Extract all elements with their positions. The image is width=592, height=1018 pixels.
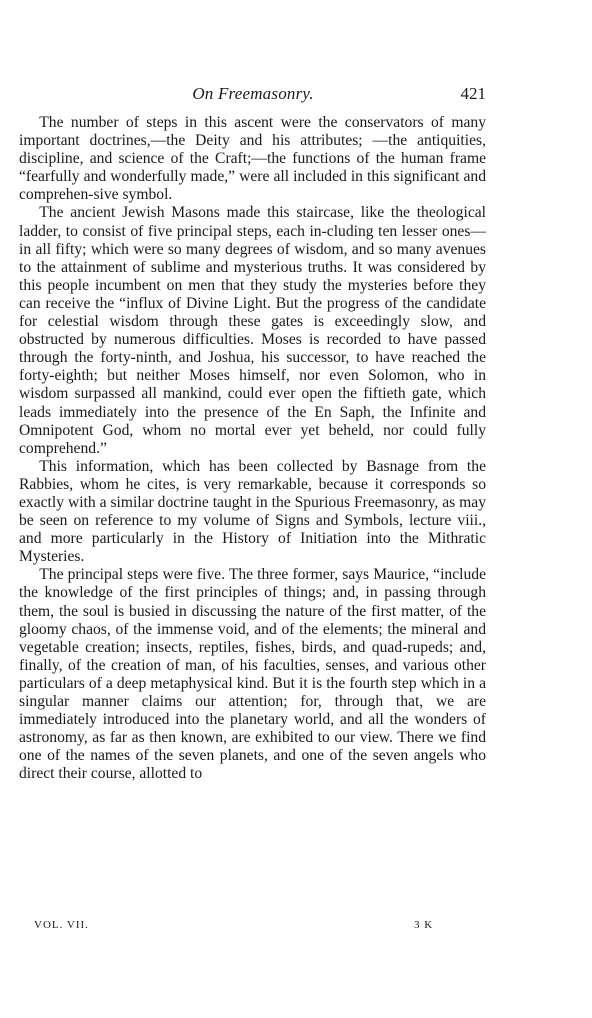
paragraph-jewish-masons-staircase: The ancient Jewish Masons made this staircase, like the theological ladder, to consist of five principal steps, each in-cluding ten lesser ones—in all fifty; which were so many degrees of wisdom, and so many avenues to the attainment of sublime and mysterious truths. It was considered by this people incumbent on men that they study the mysteries before they can receive the “influx of Divine Light. But the progress of the candidate for celestial wisdom through these gates is exceedingly slow, and obstructed by numerous difficulties. Moses is recorded to have passed through the forty-ninth, and Joshua, his successor, to have reached the forty-eighth; but neither Moses himself, nor even Solomon, who in wisdom surpassed all mankind, could ever open the fiftieth gate, which leads immediately into the presence of the En Saph, the Infinite and Omnipotent God, whom no mortal ever yet beheld, nor could fully comprehend.”: [19, 204, 486, 457]
paragraph-steps-conservators: The number of steps in this ascent were the conservators of many important doctrines,—the Deity and his attributes; —the antiquities, discipline, and science of the Craft;—the functions of the human frame “fearfully and wonderfully made,” were all included in this significant and comprehen-sive symbol.: [19, 114, 486, 204]
paragraph-basnage-information: This information, which has been collected by Basnage from the Rabbies, whom he cites, is very remarkable, because it corresponds so exactly with a similar doctrine taught in the Spurious Freemasonry, as may be seen on reference to my volume of Signs and Symbols, lecture viii., and more particularly in the History of Initiation into the Mithratic Mysteries.: [19, 457, 486, 566]
page-number: 421: [460, 84, 486, 103]
paragraph-principal-steps: The principal steps were five. The three former, says Maurice, “include the knowledge of the first principles of things; and, in passing through them, the soul is busied in discussing the nature of the first matter, of the gloomy chaos, of the immense void, and of the elements; the mineral and vegetable creation; insects, reptiles, fishes, birds, and quad-rupeds; and, finally, of the creation of man, of his faculties, senses, and various other particulars of a deep metaphysical kind. But it is the fourth step which in a singular manner claims our attention; for, through that, we are immediately introduced into the planetary world, and all the wonders of astronomy, as far as then known, are exhibited to our view. There we find one of the names of the seven planets, and one of the seven angels who direct their course, allotted to: [19, 566, 486, 783]
page-footer: [34, 919, 454, 935]
running-title: On Freemasonry.: [192, 84, 314, 103]
body-text: [19, 114, 486, 783]
volume-label: VOL. VII.: [34, 919, 89, 931]
signature-mark: 3 K: [414, 919, 434, 931]
running-head: [20, 84, 486, 108]
